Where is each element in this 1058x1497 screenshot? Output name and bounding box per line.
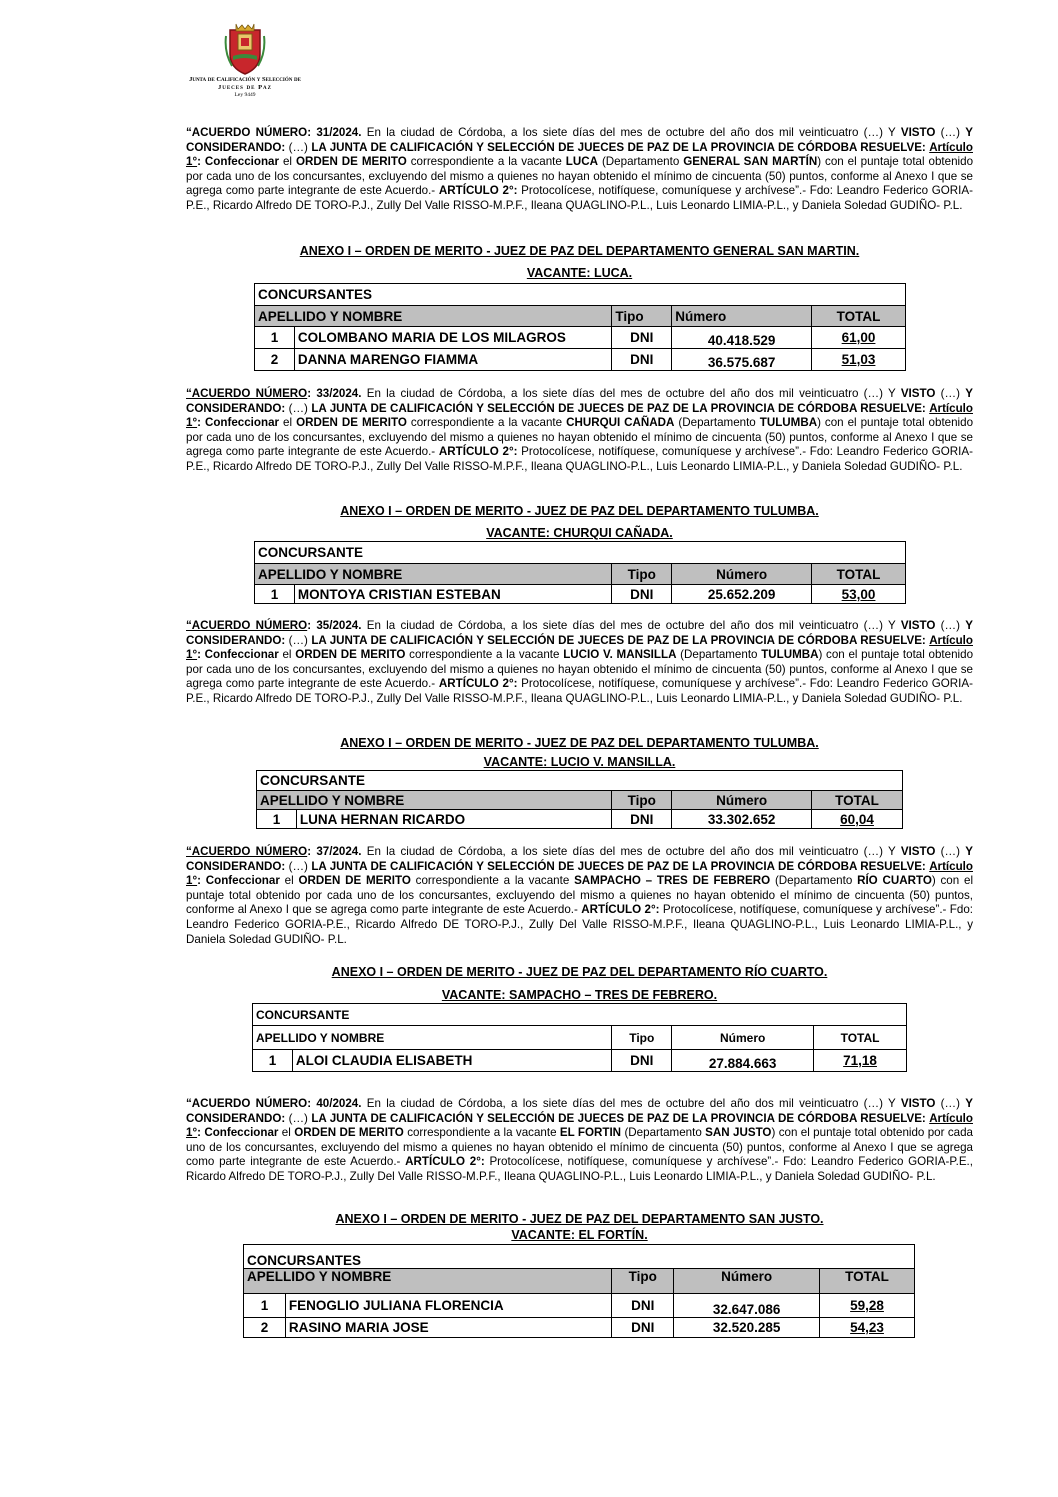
header-tipo: Tipo: [612, 1269, 674, 1294]
text: (Departamento: [621, 1126, 706, 1140]
considerando: Y CONSIDERANDO:: [186, 1097, 974, 1125]
articulo: Artículo 1°: [186, 140, 973, 169]
agreement-label: “ACUERDO NÚMERO: [186, 387, 308, 400]
confeccionar: : Confeccionar: [197, 648, 279, 662]
text: (…): [285, 859, 312, 873]
row-name: FENOGLIO JULIANA FLORENCIA: [285, 1294, 611, 1318]
vacancy-title: VACANTE: CHURQUI CAÑADA.: [486, 526, 673, 540]
row-total: 54,23: [820, 1318, 915, 1338]
vacancy-title: VACANTE: EL FORTÍN.: [511, 1228, 648, 1242]
articulo-2: ARTÍCULO 2°:: [405, 1155, 485, 1169]
header-name: APELLIDO Y NOMBRE: [253, 1026, 612, 1050]
confeccionar: : Confeccionar: [197, 1126, 279, 1140]
merit-table: [254, 283, 906, 371]
header-tipo: Tipo: [612, 791, 672, 810]
text: ) con el puntaje total obtenido por cada uno de los concursantes, excluyendo del mismo a quienes no hayan obtenido el mínimo de cincuenta (50) puntos, conforme al Anexo I que se agrega como parte integrante de este Acuerdo.-: [186, 648, 974, 691]
text: En la ciudad de Córdoba, a los siete días del mes de octubre del año dos mil veinticuatro (…) Y: [361, 619, 901, 632]
text: correspondiente a la vacante: [403, 1126, 560, 1140]
orden: ORDEN DE MERITO: [296, 416, 407, 430]
text: Protocolícese, notifíquese, comuníquese y archívese”.- Fdo: Leandro Federico GORIA-P.E., Ricardo Alfredo DE TORO-P.J., Zully Del Valle RISSO-M.P.F., Ileana QUAGLINO-P.L., Luis Leonardo LIMIA-P.L., y Daniela Soledad GUDIÑO- P.L.: [186, 903, 973, 946]
row-name: DANNA MARENGO FIAMMA: [294, 349, 611, 371]
articulo-2: ARTÍCULO 2°:: [581, 903, 660, 917]
text: Protocolícese, notifíquese, comuníquese y archívese”.- Fdo: Leandro Federico GORIA-P.E., Ricardo Alfredo DE TORO-P.J., Zully Del Valle RISSO-M.P.F., Ileana QUAGLINO-P.L., Luis Leonardo LIMIA-P.L., y Daniela Soledad GUDIÑO- P.L.: [186, 445, 973, 473]
group-label: CONCURSANTES: [244, 1245, 915, 1269]
table-row: [244, 1294, 915, 1318]
row-total: 71,18: [814, 1050, 907, 1072]
table-row: [255, 585, 906, 604]
merit-table: [243, 1244, 915, 1338]
merit-table: [256, 770, 903, 829]
orden: ORDEN DE MERITO: [295, 155, 407, 169]
confeccionar: : Confeccionar: [197, 874, 280, 888]
articulo: Artículo 1°: [186, 401, 973, 430]
text: (…): [935, 845, 966, 858]
row-name: COLOMBANO MARIA DE LOS MILAGROS: [294, 327, 611, 349]
header-numero: Número: [672, 564, 812, 585]
merit-table: [252, 1003, 907, 1072]
vacante: EL FORTIN: [559, 1126, 622, 1140]
header-name: APELLIDO Y NOMBRE: [255, 564, 612, 585]
junta: LA JUNTA DE CALIFICACIÓN Y SELECCIÓN DE JUECES DE PAZ DE LA PROVINCIA DE CÓRDOBA RESUELVE:: [311, 633, 926, 647]
text: (…): [935, 1097, 966, 1110]
row-name: MONTOYA CRISTIAN ESTEBAN: [294, 585, 611, 604]
text: (…): [935, 387, 966, 400]
row-total: 51,03: [812, 349, 906, 371]
text: ) con el puntaje total obtenido por cada uno de los concursantes, excluyendo del mismo a quienes no hayan obtenido el mínimo de cincuenta (50) puntos, conforme al Anexo I que se agrega como parte integrante de este Acuerdo.-: [186, 1126, 974, 1169]
agreement-paragraph: [186, 1097, 973, 1185]
considerando: Y CONSIDERANDO:: [186, 126, 974, 154]
vacante: LUCA: [565, 155, 598, 169]
agreement-paragraph: [186, 387, 973, 475]
row-number: 1: [255, 327, 295, 349]
header-total: TOTAL: [814, 1026, 907, 1050]
agreement-paragraph: [186, 126, 973, 214]
header-numero: Número: [672, 791, 812, 810]
orden: ORDEN DE MERITO: [294, 1126, 404, 1140]
text: En la ciudad de Córdoba, a los siete días del mes de octubre del año dos mil veinticuatro (…) Y: [361, 845, 901, 858]
annex-title: ANEXO I – ORDEN DE MERITO - JUEZ DE PAZ DEL DEPARTAMENTO TULUMBA.: [340, 736, 819, 750]
header-total: TOTAL: [812, 306, 906, 327]
visto: VISTO: [900, 126, 936, 139]
text: En la ciudad de Córdoba, a los siete días del mes de octubre del año dos mil veinticuatro (…) Y: [361, 387, 901, 400]
row-tipo: DNI: [612, 1318, 674, 1338]
text: correspondiente a la vacante: [406, 416, 567, 430]
table-row: [257, 810, 903, 829]
header-name: APELLIDO Y NOMBRE: [255, 306, 612, 327]
articulo-2: ARTÍCULO 2°:: [438, 184, 518, 198]
considerando: Y CONSIDERANDO:: [186, 387, 973, 415]
row-tipo: DNI: [612, 349, 672, 371]
visto: VISTO: [900, 619, 936, 632]
text: (…): [935, 619, 966, 632]
text: el: [279, 874, 299, 888]
articulo: Artículo 1°: [186, 633, 973, 662]
row-name: RASINO MARIA JOSE: [285, 1318, 611, 1338]
departamento: GENERAL SAN MARTÍN: [683, 155, 818, 169]
table-row: [255, 327, 906, 349]
row-numero: 32.520.285: [674, 1318, 820, 1338]
agreement-label: “ACUERDO NÚMERO:: [186, 126, 312, 139]
agreement-label: “ACUERDO NÚMERO:: [186, 1097, 312, 1110]
row-total: 60,04: [812, 810, 903, 829]
text: correspondiente a la vacante: [405, 648, 564, 662]
text: el: [278, 1126, 295, 1140]
group-label: CONCURSANTE: [253, 1004, 907, 1026]
header-tipo: Tipo: [612, 1026, 672, 1050]
visto: VISTO: [900, 845, 936, 858]
confeccionar: : Confeccionar: [197, 416, 280, 430]
vacancy-title: VACANTE: SAMPACHO – TRES DE FEBRERO.: [441, 988, 718, 1002]
text: (Departamento: [674, 416, 760, 430]
row-numero: 32.647.086: [674, 1294, 820, 1318]
articulo-2: ARTÍCULO 2°:: [438, 445, 518, 459]
text: Protocolícese, notifíquese, comuníquese y archívese”.- Fdo: Leandro Federico GORIA-P.E., Ricardo Alfredo DE TORO-P.J., Zully Del Valle RISSO-M.P.F., Ileana QUAGLINO-P.L., Luis Leonardo LIMIA-P.L., y Daniela Soledad GUDIÑO- P.L.: [186, 677, 973, 705]
considerando: Y CONSIDERANDO:: [186, 619, 973, 647]
agreement-number: 31/2024.: [311, 126, 362, 139]
visto: VISTO: [900, 1097, 936, 1110]
row-number: 2: [255, 349, 295, 371]
row-tipo: DNI: [612, 327, 672, 349]
row-number: 1: [257, 810, 297, 829]
row-numero: 40.418.529: [672, 327, 812, 349]
header-total: TOTAL: [812, 564, 906, 585]
articulo: Artículo 1°: [186, 859, 973, 888]
table-row: [253, 1050, 907, 1072]
text: (…): [285, 401, 312, 415]
vacante: SAMPACHO – TRES DE FEBRERO: [574, 874, 771, 888]
row-name: ALOI CLAUDIA ELISABETH: [292, 1050, 611, 1072]
header-numero: Número: [674, 1269, 820, 1294]
agreement-number: : 35/2024.: [307, 619, 362, 632]
articulo-2: ARTÍCULO 2°:: [438, 677, 518, 691]
orden: ORDEN DE MERITO: [298, 874, 411, 888]
text: correspondiente a la vacante: [410, 874, 575, 888]
text: (…): [285, 1111, 312, 1125]
coat-of-arms-icon: [224, 22, 266, 76]
annex-title: ANEXO I – ORDEN DE MERITO - JUEZ DE PAZ DEL DEPARTAMENTO RÍO CUARTO.: [331, 965, 828, 979]
junta: LA JUNTA DE CALIFICACIÓN Y SELECCIÓN DE JUECES DE PAZ DE LA PROVINCIA DE CÓRDOBA RESUELVE:: [311, 140, 926, 154]
text: ) con el puntaje total obtenido por cada uno de los concursantes, excluyendo del mismo a quienes no hayan obtenido el mínimo de cincuenta (50) puntos, conforme al Anexo I que se agrega como parte integrante de este Acuerdo.-: [186, 874, 974, 917]
row-number: 1: [244, 1294, 286, 1318]
group-label: CONCURSANTE: [255, 542, 906, 564]
vacante: LUCIO V. MANSILLA: [563, 648, 677, 662]
text: Protocolícese, notifíquese, comuníquese y archívese”.- Fdo: Leandro Federico GORIA-P.E., Ricardo Alfredo DE TORO-P.J., Zully Del Valle RISSO-M.P.F., Ileana QUAGLINO-P.L., Luis Leonardo LIMIA-P.L., y Daniela Soledad GUDIÑO- P.L.: [186, 1155, 973, 1183]
text: En la ciudad de Córdoba, a los siete días del mes de octubre del año dos mil veinticuatro (…) Y: [361, 1097, 901, 1110]
agreement-number: 40/2024.: [311, 1097, 362, 1110]
text: (…): [285, 633, 312, 647]
agreement-label: “ACUERDO NÚMERO: [186, 845, 308, 858]
annex-title: ANEXO I – ORDEN DE MERITO - JUEZ DE PAZ DEL DEPARTAMENTO GENERAL SAN MARTIN.: [299, 244, 860, 258]
junta: LA JUNTA DE CALIFICACIÓN Y SELECCIÓN DE JUECES DE PAZ DE LA PROVINCIA DE CÓRDOBA RESUELVE:: [311, 401, 926, 415]
text: correspondiente a la vacante: [406, 155, 566, 169]
institution-logo: [186, 22, 304, 99]
header-total: TOTAL: [820, 1269, 915, 1294]
group-label: CONCURSANTES: [255, 284, 906, 306]
text: Protocolícese, notifíquese, comuníquese y archívese”.- Fdo: Leandro Federico GORIA-P.E., Ricardo Alfredo DE TORO-P.J., Zully Del Valle RISSO-M.P.F., Ileana QUAGLINO-P.L., Luis Leonardo LIMIA-P.L., y Daniela Soledad GUDIÑO- P.L.: [186, 184, 973, 212]
text: el: [279, 155, 296, 169]
text: el: [278, 648, 296, 662]
row-numero: 27.884.663: [672, 1050, 814, 1072]
agreement-paragraph: [186, 619, 973, 707]
orden: ORDEN DE MERITO: [295, 648, 406, 662]
row-total: 53,00: [812, 585, 906, 604]
row-total: 59,28: [820, 1294, 915, 1318]
confeccionar: : Confeccionar: [197, 155, 280, 169]
vacancy-title: VACANTE: LUCIO V. MANSILLA.: [483, 755, 676, 769]
junta: LA JUNTA DE CALIFICACIÓN Y SELECCIÓN DE JUECES DE PAZ DE LA PROVINCIA DE CÓRDOBA RESUELVE:: [311, 1111, 926, 1125]
departamento: TULUMBA: [761, 648, 819, 662]
articulo: Artículo 1°: [186, 1111, 973, 1140]
merit-table: [254, 541, 906, 604]
row-number: 1: [255, 585, 295, 604]
row-total: 61,00: [812, 327, 906, 349]
annex-title: ANEXO I – ORDEN DE MERITO - JUEZ DE PAZ DEL DEPARTAMENTO TULUMBA.: [340, 504, 819, 518]
row-tipo: DNI: [612, 810, 672, 829]
group-label: CONCURSANTE: [257, 771, 903, 791]
agreement-number: : 33/2024.: [307, 387, 362, 400]
text: ) con el puntaje total obtenido por cada uno de los concursantes, excluyendo del mismo a quienes no hayan obtenido el mínimo de cincuenta (50) puntos, conforme al Anexo I que se agrega como parte integrante de este Acuerdo.-: [186, 155, 974, 198]
header-tipo: Tipo: [612, 306, 672, 327]
logo-line-2: Jueces de Paz: [217, 84, 273, 91]
row-number: 1: [253, 1050, 293, 1072]
row-numero: 25.652.209: [672, 585, 812, 604]
text: (Departamento: [676, 648, 762, 662]
text: el: [279, 416, 297, 430]
row-tipo: DNI: [612, 1050, 672, 1072]
annex-title: ANEXO I – ORDEN DE MERITO - JUEZ DE PAZ DEL DEPARTAMENTO SAN JUSTO.: [335, 1212, 824, 1226]
header-name: APELLIDO Y NOMBRE: [244, 1269, 612, 1294]
table-row: [255, 349, 906, 371]
text: (Departamento: [770, 874, 858, 888]
header-numero: Número: [672, 1026, 814, 1050]
agreement-label: “ACUERDO NÚMERO: [186, 619, 308, 632]
header-total: TOTAL: [812, 791, 903, 810]
considerando: Y CONSIDERANDO:: [186, 845, 973, 873]
agreement-number: : 37/2024.: [307, 845, 362, 858]
text: ) con el puntaje total obtenido por cada uno de los concursantes, excluyendo del mismo a quienes no hayan obtenido el mínimo de cincuenta (50) puntos, conforme al Anexo I que se agrega como parte integrante de este Acuerdo.-: [186, 416, 974, 459]
text: En la ciudad de Córdoba, a los siete días del mes de octubre del año dos mil veinticuatro (…) Y: [361, 126, 901, 139]
row-numero: 36.575.687: [672, 349, 812, 371]
logo-line-1: Junta de Calificación y Selección de: [189, 76, 301, 83]
row-numero: 33.302.652: [672, 810, 812, 829]
departamento: RÍO CUARTO: [857, 874, 932, 888]
junta: LA JUNTA DE CALIFICACIÓN Y SELECCIÓN DE JUECES DE PAZ DE LA PROVINCIA DE CÓRDOBA RESUELVE:: [311, 859, 926, 873]
text: (…): [285, 140, 312, 154]
row-name: LUNA HERNAN RICARDO: [296, 810, 611, 829]
vacante: CHURQUI CAÑADA: [566, 416, 675, 430]
vacancy-title: VACANTE: LUCA.: [526, 266, 633, 280]
header-name: APELLIDO Y NOMBRE: [257, 791, 612, 810]
header-numero: Número: [672, 306, 812, 327]
row-tipo: DNI: [612, 1294, 674, 1318]
row-number: 2: [244, 1318, 286, 1338]
text: (Departamento: [597, 155, 684, 169]
header-tipo: Tipo: [612, 564, 672, 585]
table-row: [244, 1318, 915, 1338]
departamento: SAN JUSTO: [705, 1126, 772, 1140]
row-tipo: DNI: [612, 585, 672, 604]
logo-line-3: Ley 9449: [234, 92, 256, 98]
agreement-paragraph: [186, 845, 973, 947]
departamento: TULUMBA: [759, 416, 818, 430]
text: (…): [935, 126, 966, 139]
visto: VISTO: [900, 387, 936, 400]
